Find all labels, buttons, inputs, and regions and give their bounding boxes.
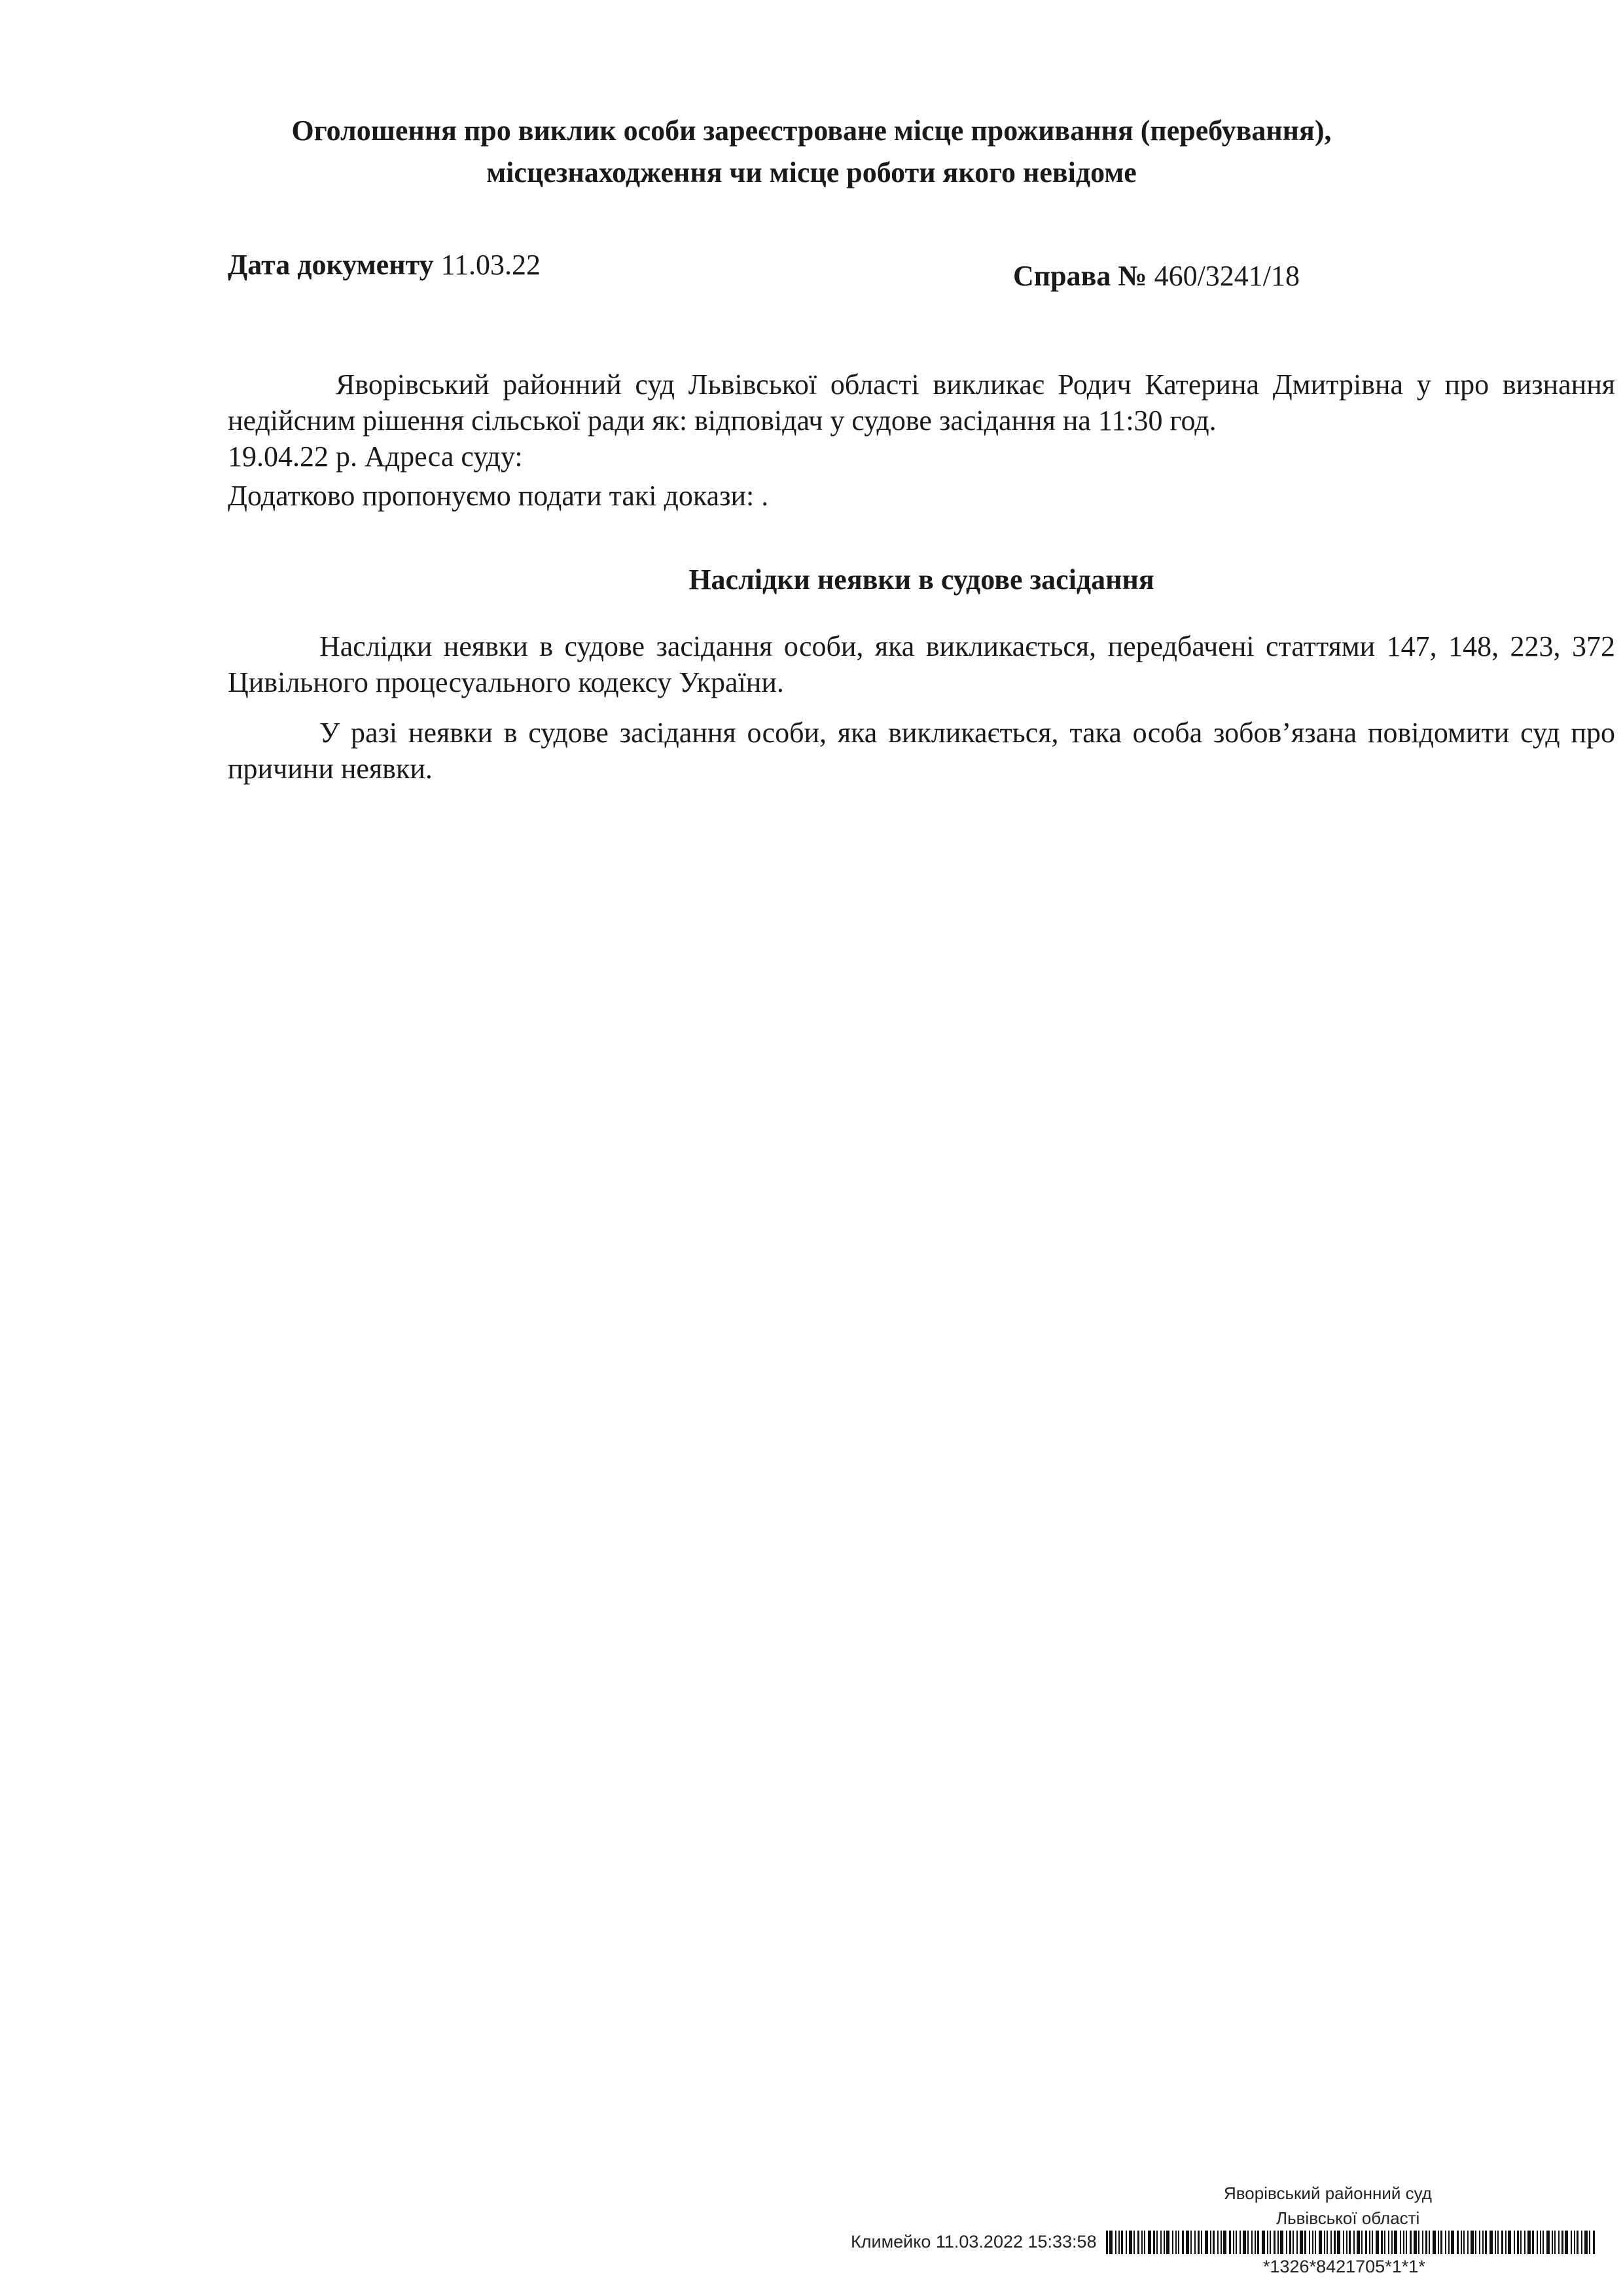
title-line-2: місцезнаходження чи місце роботи якого невідоме	[486, 156, 1137, 188]
consequences-paragraph: Наслідки неявки в судове засідання особи, яка викликається, передбачені статтями 147, 148, 223, 372 Цивільного процесуального кодексу України.	[228, 630, 1615, 698]
summons-paragraph: Яворівський районний суд Львівської області викликає Родич Катерина Дмитрівна у про визнання недійсним рішення сільської ради як: відповідач у судове засідання на 11:30 год.	[228, 368, 1615, 437]
title-line-1: Оголошення про виклик особи зареєстроване місце проживання (перебування),	[291, 115, 1332, 147]
date-value: 11.03.22	[440, 249, 541, 281]
stamp-court-name: Яворівський районний суд	[1224, 2183, 1432, 2203]
section-heading: Наслідки неявки в судове засідання	[688, 564, 1154, 596]
case-label: Справа №	[1013, 260, 1147, 292]
court-address-line: 19.04.22 р. Адреса суду:	[228, 440, 523, 473]
notification-paragraph: У разі неявки в судове засідання особи, яка викликається, така особа зобов’язана повідомити суд про причини неявки.	[228, 717, 1615, 785]
barcode-graphic	[1106, 2231, 1597, 2254]
stamp-user-timestamp: Климейко 11.03.2022 15:33:58	[851, 2232, 1097, 2251]
case-number	[1013, 257, 1300, 296]
stamp-region: Львівської області	[1276, 2208, 1420, 2228]
barcode	[1106, 2231, 1597, 2254]
document-title	[216, 110, 1407, 194]
case-value: 460/3241/18	[1154, 260, 1300, 292]
document-date	[228, 245, 541, 285]
date-label: Дата документу	[228, 249, 434, 281]
evidence-line: Додатково пропонуємо подати такі докази: .	[228, 480, 769, 512]
barcode-text: *1326*8421705*1*1*	[1263, 2257, 1425, 2276]
